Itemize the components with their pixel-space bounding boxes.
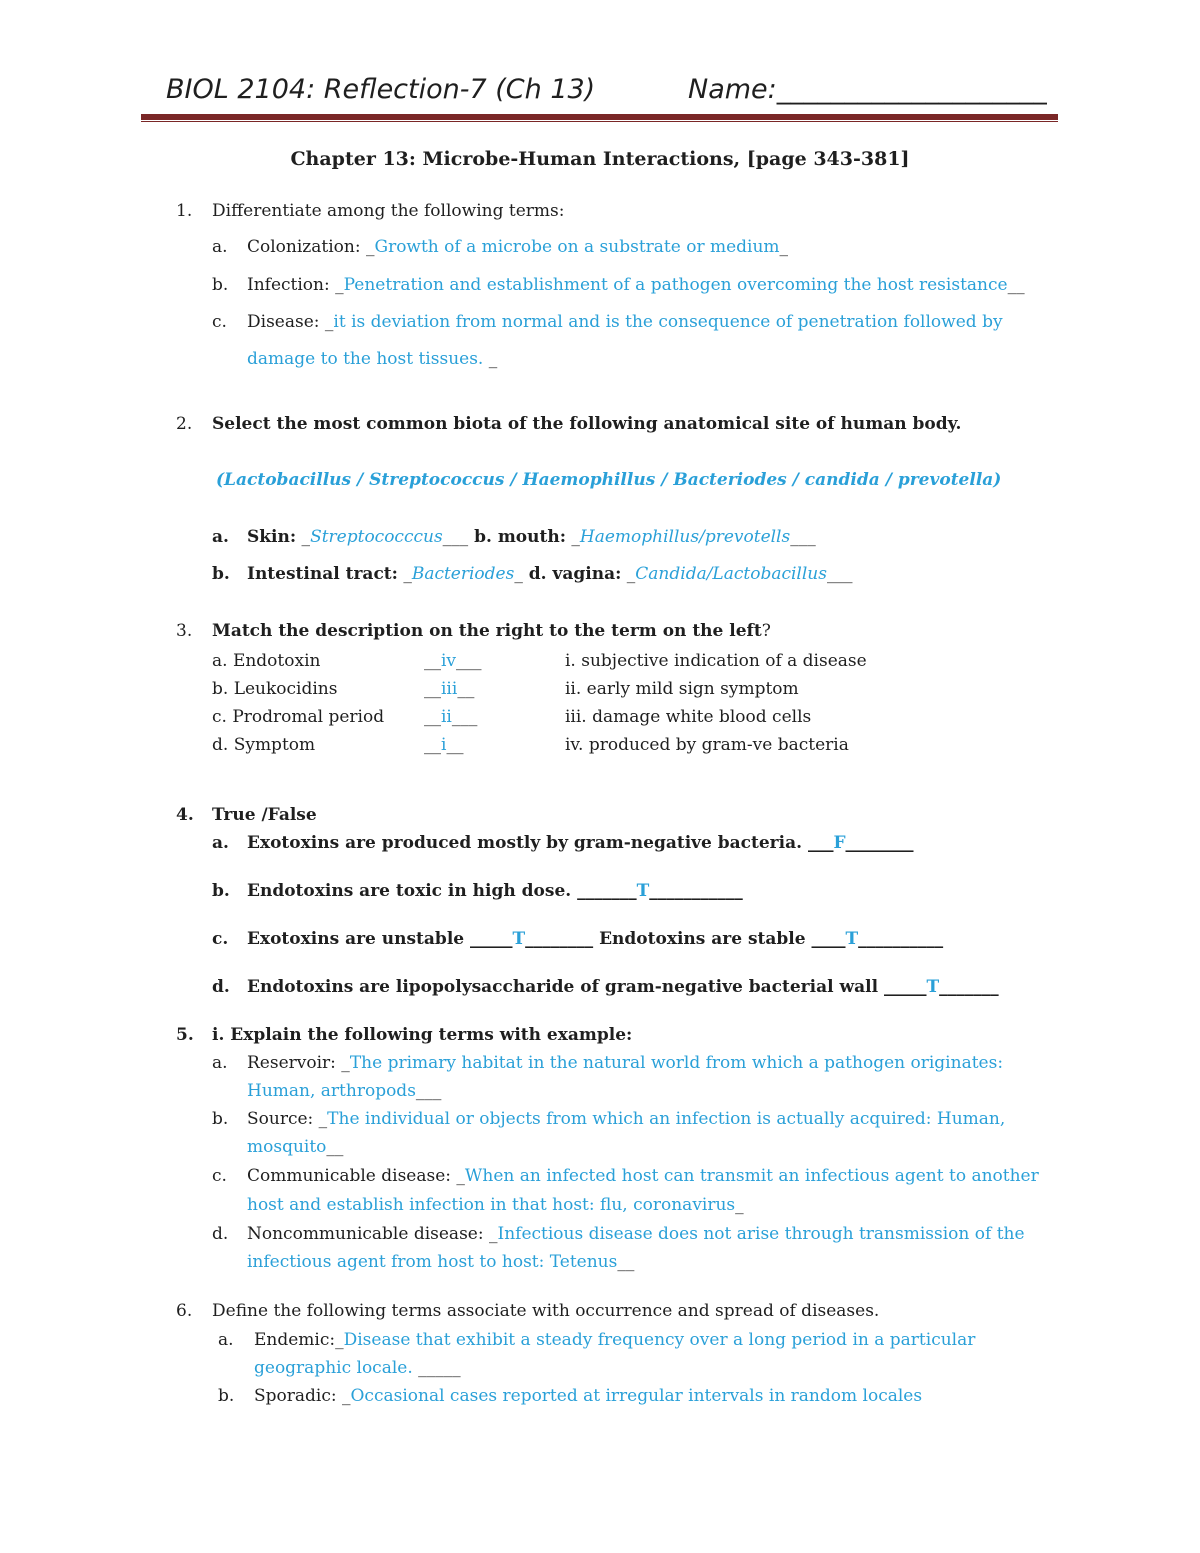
q4c-answer: T xyxy=(512,929,526,949)
q1b-letter: b. xyxy=(212,275,229,295)
q2c-letter: b. xyxy=(212,564,230,584)
q4d-answer: T xyxy=(926,977,940,997)
q4c-text2: Endotoxins are stable xyxy=(593,929,812,949)
q4c-post: ________ xyxy=(525,929,594,949)
q6b-line xyxy=(254,1386,922,1406)
q2a-pre: _ xyxy=(296,527,311,547)
q2b-label: b. mouth: xyxy=(468,527,566,547)
q1a-line xyxy=(247,237,788,257)
q5b-answer: The individual or objects from which an infection is actually acquired: Human, xyxy=(327,1109,1006,1129)
q1a-tail: _ xyxy=(779,237,789,257)
q5-number: 5. xyxy=(176,1025,194,1045)
q2c-pre: _ xyxy=(397,564,412,584)
q3-term-a: a. Endotoxin xyxy=(212,651,321,671)
q4c-pre: _____ xyxy=(470,929,513,949)
q4b-text: Endotoxins are toxic in high dose. xyxy=(247,881,578,901)
q3-a-post: ___ xyxy=(456,651,482,671)
q3-desc-d: iv. produced by gram-ve bacteria xyxy=(565,735,849,755)
q1c-term: Disease: _ xyxy=(247,312,334,332)
q2b-post: ___ xyxy=(790,527,816,547)
q4c-answer2: T xyxy=(845,929,859,949)
q4b-letter: b. xyxy=(212,881,230,901)
q4d-letter: d. xyxy=(212,977,230,997)
q5c-answer-cont: host and establish infection in that host: flu, coronavirus xyxy=(247,1195,736,1215)
q4a-post: ________ xyxy=(845,833,914,853)
q4b-answer: T xyxy=(636,881,650,901)
q5d-letter: d. xyxy=(212,1224,229,1244)
q6a-line xyxy=(254,1330,975,1350)
q3-c-post: ___ xyxy=(451,707,478,727)
q5-prompt: i. Explain the following terms with example: xyxy=(212,1025,633,1045)
q2a-letter: a. xyxy=(212,527,229,547)
q1b-tail: __ xyxy=(1007,275,1025,295)
q6a-answer: Disease that exhibit a steady frequency over a long period in a particular xyxy=(343,1330,976,1350)
q5c-line2 xyxy=(247,1195,744,1215)
q4c-pre2: ____ xyxy=(811,929,846,949)
q3-desc-a: i. subjective indication of a disease xyxy=(565,651,867,671)
name-label: Name: xyxy=(688,74,777,105)
chapter-title: Chapter 13: Microbe-Human Interactions, [page 343-381] xyxy=(290,148,910,170)
q5c-answer: When an infected host can transmit an infectious agent to another xyxy=(464,1166,1039,1186)
name-field xyxy=(688,74,1047,105)
q3-b-post: __ xyxy=(457,679,475,699)
q6a-term: Endemic:_ xyxy=(254,1330,344,1350)
q3-c-pre: __ xyxy=(424,707,441,727)
q1-prompt: Differentiate among the following terms: xyxy=(212,201,565,221)
q2-prompt: Select the most common biota of the following anatomical site of human body. xyxy=(212,414,962,434)
q2b-answer: Haemophillus/prevotells xyxy=(579,527,791,547)
q6b-term: Sporadic: _ xyxy=(254,1386,351,1406)
q2d-pre: _ xyxy=(621,564,636,584)
q4d-text: Endotoxins are lipopolysaccharide of gram-negative bacterial wall xyxy=(247,977,884,997)
q1a-answer: Growth of a microbe on a substrate or medium xyxy=(374,237,780,257)
q3-term-c: c. Prodromal period xyxy=(212,707,385,727)
q5a-answer: The primary habitat in the natural world from which a pathogen originates: xyxy=(349,1053,1004,1073)
q4b-line xyxy=(247,881,743,901)
q2a-post: ___ xyxy=(442,527,469,547)
q4b-pre: _______ xyxy=(577,881,637,901)
q3-number: 3. xyxy=(176,621,193,641)
q4a-line xyxy=(247,833,914,853)
q2-options: (Lactobacillus / Streptococcus / Haemophillus / Bacteriodes / candida / prevotella) xyxy=(216,470,1002,490)
q5d-line xyxy=(247,1224,1025,1244)
q3-desc-b: ii. early mild sign symptom xyxy=(565,679,799,699)
q5b-line2 xyxy=(247,1137,343,1157)
q2a-answer: Streptococccus xyxy=(310,527,443,547)
q6b-letter: b. xyxy=(218,1386,235,1406)
q5c-tail: _ xyxy=(735,1195,744,1215)
q6a-letter: a. xyxy=(218,1330,234,1350)
q1a-letter: a. xyxy=(212,237,228,257)
q4-number: 4. xyxy=(176,805,194,825)
q2-number: 2. xyxy=(176,414,193,434)
q3-answer-b xyxy=(424,679,474,699)
q1c-answer: it is deviation from normal and is the consequence of penetration followed by xyxy=(333,312,1003,332)
q5a-answer-cont: Human, arthropods xyxy=(247,1081,416,1101)
q3-prompt-mark: ? xyxy=(761,621,771,641)
q4c-text: Exotoxins are unstable xyxy=(247,929,471,949)
q1b-line xyxy=(247,275,1025,295)
q6a-line2 xyxy=(254,1358,461,1378)
q5d-term: Noncommunicable disease: _ xyxy=(247,1224,498,1244)
q6a-tail: _____ xyxy=(412,1358,461,1378)
q5a-line xyxy=(247,1053,1003,1073)
q5c-line xyxy=(247,1166,1039,1186)
q4a-text: Exotoxins are produced mostly by gram-negative bacteria. xyxy=(247,833,808,853)
q6a-answer-cont: geographic locale. xyxy=(254,1358,413,1378)
q4d-pre: _____ xyxy=(883,977,927,997)
q3-answer-a xyxy=(424,651,482,671)
q4d-post: _______ xyxy=(939,977,999,997)
q1b-answer: Penetration and establishment of a pathogen overcoming the host resistance xyxy=(343,275,1008,295)
q3-d-pre: __ xyxy=(424,735,441,755)
q4c-post2: __________ xyxy=(858,929,944,949)
q4a-letter: a. xyxy=(212,833,229,853)
q1-number: 1. xyxy=(176,201,193,221)
q1b-term: Infection: _ xyxy=(247,275,344,295)
q6b-answer: Occasional cases reported at irregular intervals in random locales xyxy=(350,1386,923,1406)
q5a-tail: ___ xyxy=(415,1081,442,1101)
course-title: BIOL 2104: Reflection-7 (Ch 13) xyxy=(166,74,596,105)
q1c-letter: c. xyxy=(212,312,227,332)
header-rule xyxy=(141,114,1058,120)
q2d-answer: Candida/Lactobacillus xyxy=(635,564,827,584)
q1c-line xyxy=(247,312,1003,332)
q2d-label: d. vagina: xyxy=(522,564,622,584)
q2b-pre: _ xyxy=(566,527,580,547)
q3-answer-c xyxy=(424,707,477,727)
q2c-line xyxy=(247,564,852,584)
q3-a-ans: iv xyxy=(441,651,457,671)
header-rule-thin xyxy=(141,121,1058,122)
q1c-line2 xyxy=(247,349,497,369)
q5c-letter: c. xyxy=(212,1166,227,1186)
q5b-term: Source: _ xyxy=(247,1109,328,1129)
q5b-tail: __ xyxy=(326,1137,344,1157)
q5d-answer-cont: infectious agent from host to host: Tetenus xyxy=(247,1252,618,1272)
q1a-term: Colonization: _ xyxy=(247,237,375,257)
q3-term-b: b. Leukocidins xyxy=(212,679,338,699)
q5a-line2 xyxy=(247,1081,441,1101)
q3-prompt-line xyxy=(212,621,771,641)
q4a-answer: F xyxy=(833,833,846,853)
q3-d-post: __ xyxy=(446,735,464,755)
q6-prompt: Define the following terms associate with occurrence and spread of diseases. xyxy=(212,1301,880,1321)
q6-number: 6. xyxy=(176,1301,193,1321)
q4c-line xyxy=(247,929,943,949)
q3-prompt: Match the description on the right to the term on the left xyxy=(212,621,762,641)
q3-desc-c: iii. damage white blood cells xyxy=(565,707,812,727)
q5c-term: Communicable disease: _ xyxy=(247,1166,465,1186)
q5b-line xyxy=(247,1109,1005,1129)
q5b-letter: b. xyxy=(212,1109,229,1129)
q4b-post: ___________ xyxy=(649,881,743,901)
q2a-label: Skin: xyxy=(247,527,297,547)
q2d-post: ___ xyxy=(826,564,853,584)
q3-term-d: d. Symptom xyxy=(212,735,316,755)
q5d-tail: __ xyxy=(617,1252,635,1272)
q4-prompt: True /False xyxy=(212,805,317,825)
q3-b-ans: iii xyxy=(441,679,458,699)
q3-answer-d xyxy=(424,735,463,755)
q3-d-ans: i xyxy=(441,735,447,755)
q5a-letter: a. xyxy=(212,1053,228,1073)
q3-c-ans: ii xyxy=(441,707,452,727)
q3-a-pre: __ xyxy=(424,651,441,671)
q2c-label: Intestinal tract: xyxy=(247,564,398,584)
q5d-answer: Infectious disease does not arise through transmission of the xyxy=(497,1224,1025,1244)
name-blank: ____________________ xyxy=(776,74,1047,105)
q5b-answer-cont: mosquito xyxy=(247,1137,327,1157)
q3-b-pre: __ xyxy=(424,679,441,699)
q4c-letter: c. xyxy=(212,929,229,949)
q1c-tail: _ xyxy=(483,349,498,369)
q4d-line xyxy=(247,977,999,997)
q1c-answer-cont: damage to the host tissues. xyxy=(247,349,484,369)
q5a-term: Reservoir: _ xyxy=(247,1053,350,1073)
q5d-line2 xyxy=(247,1252,634,1272)
q2c-answer: Bacteriodes xyxy=(411,564,515,584)
q2c-post: _ xyxy=(514,564,523,584)
q2a-line xyxy=(247,527,816,547)
q4a-pre: ___ xyxy=(807,833,834,853)
